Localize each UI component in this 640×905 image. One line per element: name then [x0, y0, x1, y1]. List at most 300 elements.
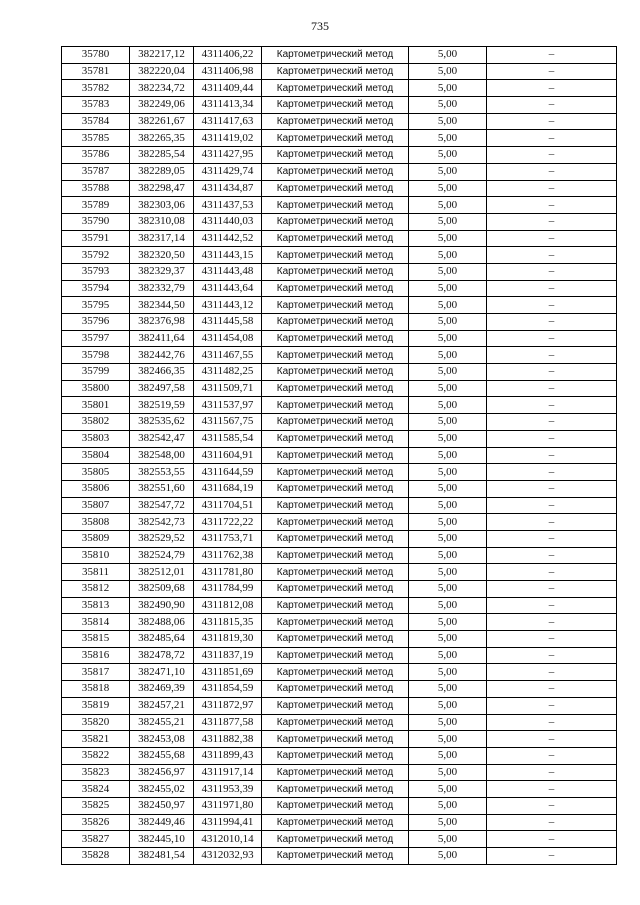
method-cell: Картометрический метод — [262, 247, 409, 264]
x-coordinate-cell: 382320,50 — [130, 247, 194, 264]
y-coordinate-cell: 4311413,34 — [194, 97, 262, 114]
y-coordinate-cell: 4311467,55 — [194, 347, 262, 364]
y-coordinate-cell: 4311604,91 — [194, 447, 262, 464]
x-coordinate-cell: 382411,64 — [130, 330, 194, 347]
note-cell: – — [487, 97, 617, 114]
method-cell: Картометрический метод — [262, 397, 409, 414]
x-coordinate-cell: 382332,79 — [130, 280, 194, 297]
point-number-cell: 35809 — [62, 530, 130, 547]
point-number-cell: 35814 — [62, 614, 130, 631]
method-cell: Картометрический метод — [262, 797, 409, 814]
error-cell: 5,00 — [409, 380, 487, 397]
x-coordinate-cell: 382509,68 — [130, 581, 194, 598]
error-cell: 5,00 — [409, 447, 487, 464]
method-cell: Картометрический метод — [262, 681, 409, 698]
table-row — [62, 180, 617, 197]
y-coordinate-cell: 4311644,59 — [194, 464, 262, 481]
note-cell: – — [487, 464, 617, 481]
method-cell: Картометрический метод — [262, 147, 409, 164]
y-coordinate-cell: 4311819,30 — [194, 631, 262, 648]
y-coordinate-cell: 4311443,15 — [194, 247, 262, 264]
x-coordinate-cell: 382485,64 — [130, 631, 194, 648]
error-cell: 5,00 — [409, 113, 487, 130]
y-coordinate-cell: 4311899,43 — [194, 747, 262, 764]
y-coordinate-cell: 4311443,64 — [194, 280, 262, 297]
point-number-cell: 35804 — [62, 447, 130, 464]
table-row — [62, 797, 617, 814]
y-coordinate-cell: 4311417,63 — [194, 113, 262, 130]
error-cell: 5,00 — [409, 330, 487, 347]
error-cell: 5,00 — [409, 197, 487, 214]
note-cell: – — [487, 581, 617, 598]
table-row — [62, 564, 617, 581]
point-number-cell: 35790 — [62, 213, 130, 230]
method-cell: Картометрический метод — [262, 430, 409, 447]
method-cell: Картометрический метод — [262, 697, 409, 714]
table-row — [62, 147, 617, 164]
point-number-cell: 35805 — [62, 464, 130, 481]
point-number-cell: 35810 — [62, 547, 130, 564]
y-coordinate-cell: 4311854,59 — [194, 681, 262, 698]
table-row — [62, 280, 617, 297]
note-cell: – — [487, 230, 617, 247]
table-row — [62, 480, 617, 497]
table-row — [62, 547, 617, 564]
y-coordinate-cell: 4311971,80 — [194, 797, 262, 814]
note-cell: – — [487, 614, 617, 631]
x-coordinate-cell: 382234,72 — [130, 80, 194, 97]
x-coordinate-cell: 382376,98 — [130, 314, 194, 331]
table-row — [62, 781, 617, 798]
error-cell: 5,00 — [409, 681, 487, 698]
x-coordinate-cell: 382548,00 — [130, 447, 194, 464]
error-cell: 5,00 — [409, 697, 487, 714]
x-coordinate-cell: 382519,59 — [130, 397, 194, 414]
y-coordinate-cell: 4311427,95 — [194, 147, 262, 164]
y-coordinate-cell: 4311445,58 — [194, 314, 262, 331]
table-row — [62, 314, 617, 331]
method-cell: Картометрический метод — [262, 631, 409, 648]
note-cell: – — [487, 147, 617, 164]
x-coordinate-cell: 382453,08 — [130, 731, 194, 748]
table-row — [62, 197, 617, 214]
method-cell: Картометрический метод — [262, 113, 409, 130]
y-coordinate-cell: 4311851,69 — [194, 664, 262, 681]
y-coordinate-cell: 4312010,14 — [194, 831, 262, 848]
note-cell: – — [487, 831, 617, 848]
table-row — [62, 831, 617, 848]
table-row — [62, 747, 617, 764]
table-row — [62, 380, 617, 397]
method-cell: Картометрический метод — [262, 280, 409, 297]
y-coordinate-cell: 4311953,39 — [194, 781, 262, 798]
note-cell: – — [487, 714, 617, 731]
error-cell: 5,00 — [409, 631, 487, 648]
note-cell: – — [487, 731, 617, 748]
method-cell: Картометрический метод — [262, 547, 409, 564]
error-cell: 5,00 — [409, 614, 487, 631]
note-cell: – — [487, 430, 617, 447]
method-cell: Картометрический метод — [262, 97, 409, 114]
table-row — [62, 614, 617, 631]
error-cell: 5,00 — [409, 464, 487, 481]
note-cell: – — [487, 347, 617, 364]
x-coordinate-cell: 382344,50 — [130, 297, 194, 314]
point-number-cell: 35807 — [62, 497, 130, 514]
x-coordinate-cell: 382481,54 — [130, 848, 194, 865]
error-cell: 5,00 — [409, 230, 487, 247]
x-coordinate-cell: 382317,14 — [130, 230, 194, 247]
point-number-cell: 35783 — [62, 97, 130, 114]
x-coordinate-cell: 382285,54 — [130, 147, 194, 164]
note-cell: – — [487, 113, 617, 130]
x-coordinate-cell: 382220,04 — [130, 63, 194, 80]
table-row — [62, 814, 617, 831]
x-coordinate-cell: 382449,46 — [130, 814, 194, 831]
table-row — [62, 731, 617, 748]
x-coordinate-cell: 382249,06 — [130, 97, 194, 114]
x-coordinate-cell: 382466,35 — [130, 364, 194, 381]
table-row — [62, 597, 617, 614]
error-cell: 5,00 — [409, 364, 487, 381]
error-cell: 5,00 — [409, 530, 487, 547]
table-row — [62, 113, 617, 130]
note-cell: – — [487, 180, 617, 197]
note-cell: – — [487, 797, 617, 814]
error-cell: 5,00 — [409, 497, 487, 514]
error-cell: 5,00 — [409, 247, 487, 264]
point-number-cell: 35816 — [62, 647, 130, 664]
method-cell: Картометрический метод — [262, 614, 409, 631]
note-cell: – — [487, 764, 617, 781]
x-coordinate-cell: 382455,02 — [130, 781, 194, 798]
error-cell: 5,00 — [409, 831, 487, 848]
x-coordinate-cell: 382542,47 — [130, 430, 194, 447]
method-cell: Картометрический метод — [262, 263, 409, 280]
error-cell: 5,00 — [409, 647, 487, 664]
point-number-cell: 35800 — [62, 380, 130, 397]
table-row — [62, 47, 617, 64]
error-cell: 5,00 — [409, 397, 487, 414]
y-coordinate-cell: 4311419,02 — [194, 130, 262, 147]
point-number-cell: 35785 — [62, 130, 130, 147]
error-cell: 5,00 — [409, 47, 487, 64]
error-cell: 5,00 — [409, 714, 487, 731]
y-coordinate-cell: 4311482,25 — [194, 364, 262, 381]
x-coordinate-cell: 382542,73 — [130, 514, 194, 531]
table-row — [62, 130, 617, 147]
table-row — [62, 330, 617, 347]
point-number-cell: 35823 — [62, 764, 130, 781]
x-coordinate-cell: 382497,58 — [130, 380, 194, 397]
y-coordinate-cell: 4311437,53 — [194, 197, 262, 214]
note-cell: – — [487, 597, 617, 614]
point-number-cell: 35789 — [62, 197, 130, 214]
note-cell: – — [487, 681, 617, 698]
method-cell: Картометрический метод — [262, 364, 409, 381]
method-cell: Картометрический метод — [262, 330, 409, 347]
y-coordinate-cell: 4311406,22 — [194, 47, 262, 64]
point-number-cell: 35819 — [62, 697, 130, 714]
point-number-cell: 35787 — [62, 163, 130, 180]
note-cell: – — [487, 280, 617, 297]
method-cell: Картометрический метод — [262, 314, 409, 331]
table-row — [62, 581, 617, 598]
table-row — [62, 447, 617, 464]
point-number-cell: 35782 — [62, 80, 130, 97]
note-cell: – — [487, 163, 617, 180]
error-cell: 5,00 — [409, 480, 487, 497]
error-cell: 5,00 — [409, 63, 487, 80]
note-cell: – — [487, 664, 617, 681]
error-cell: 5,00 — [409, 430, 487, 447]
method-cell: Картометрический метод — [262, 781, 409, 798]
note-cell: – — [487, 263, 617, 280]
method-cell: Картометрический метод — [262, 831, 409, 848]
error-cell: 5,00 — [409, 263, 487, 280]
method-cell: Картометрический метод — [262, 47, 409, 64]
table-row — [62, 631, 617, 648]
x-coordinate-cell: 382455,68 — [130, 747, 194, 764]
point-number-cell: 35825 — [62, 797, 130, 814]
error-cell: 5,00 — [409, 297, 487, 314]
note-cell: – — [487, 647, 617, 664]
x-coordinate-cell: 382535,62 — [130, 414, 194, 431]
error-cell: 5,00 — [409, 147, 487, 164]
y-coordinate-cell: 4311406,98 — [194, 63, 262, 80]
table-row — [62, 63, 617, 80]
point-number-cell: 35820 — [62, 714, 130, 731]
error-cell: 5,00 — [409, 514, 487, 531]
point-number-cell: 35796 — [62, 314, 130, 331]
method-cell: Картометрический метод — [262, 163, 409, 180]
x-coordinate-cell: 382298,47 — [130, 180, 194, 197]
error-cell: 5,00 — [409, 731, 487, 748]
table-row — [62, 664, 617, 681]
table-row — [62, 230, 617, 247]
y-coordinate-cell: 4311781,80 — [194, 564, 262, 581]
table-row — [62, 681, 617, 698]
x-coordinate-cell: 382478,72 — [130, 647, 194, 664]
method-cell: Картометрический метод — [262, 514, 409, 531]
method-cell: Картометрический метод — [262, 297, 409, 314]
y-coordinate-cell: 4311994,41 — [194, 814, 262, 831]
table-row — [62, 297, 617, 314]
x-coordinate-cell: 382512,01 — [130, 564, 194, 581]
y-coordinate-cell: 4311434,87 — [194, 180, 262, 197]
x-coordinate-cell: 382442,76 — [130, 347, 194, 364]
x-coordinate-cell: 382529,52 — [130, 530, 194, 547]
note-cell: – — [487, 247, 617, 264]
y-coordinate-cell: 4311872,97 — [194, 697, 262, 714]
method-cell: Картометрический метод — [262, 180, 409, 197]
table-row — [62, 97, 617, 114]
method-cell: Картометрический метод — [262, 414, 409, 431]
point-number-cell: 35811 — [62, 564, 130, 581]
y-coordinate-cell: 4311812,08 — [194, 597, 262, 614]
error-cell: 5,00 — [409, 664, 487, 681]
note-cell: – — [487, 530, 617, 547]
x-coordinate-cell: 382445,10 — [130, 831, 194, 848]
x-coordinate-cell: 382329,37 — [130, 263, 194, 280]
note-cell: – — [487, 564, 617, 581]
point-number-cell: 35798 — [62, 347, 130, 364]
method-cell: Картометрический метод — [262, 130, 409, 147]
method-cell: Картометрический метод — [262, 497, 409, 514]
table-row — [62, 213, 617, 230]
point-number-cell: 35828 — [62, 848, 130, 865]
x-coordinate-cell: 382217,12 — [130, 47, 194, 64]
point-number-cell: 35827 — [62, 831, 130, 848]
table-row — [62, 80, 617, 97]
method-cell: Картометрический метод — [262, 213, 409, 230]
x-coordinate-cell: 382450,97 — [130, 797, 194, 814]
y-coordinate-cell: 4311509,71 — [194, 380, 262, 397]
y-coordinate-cell: 4311440,03 — [194, 213, 262, 230]
note-cell: – — [487, 397, 617, 414]
x-coordinate-cell: 382457,21 — [130, 697, 194, 714]
error-cell: 5,00 — [409, 764, 487, 781]
table-row — [62, 714, 617, 731]
point-number-cell: 35812 — [62, 581, 130, 598]
method-cell: Картометрический метод — [262, 347, 409, 364]
error-cell: 5,00 — [409, 130, 487, 147]
point-number-cell: 35786 — [62, 147, 130, 164]
y-coordinate-cell: 4311815,35 — [194, 614, 262, 631]
table-row — [62, 848, 617, 865]
method-cell: Картометрический метод — [262, 80, 409, 97]
y-coordinate-cell: 4311753,71 — [194, 530, 262, 547]
y-coordinate-cell: 4311454,08 — [194, 330, 262, 347]
y-coordinate-cell: 4311443,48 — [194, 263, 262, 280]
note-cell: – — [487, 814, 617, 831]
note-cell: – — [487, 781, 617, 798]
note-cell: – — [487, 47, 617, 64]
error-cell: 5,00 — [409, 180, 487, 197]
error-cell: 5,00 — [409, 597, 487, 614]
note-cell: – — [487, 480, 617, 497]
error-cell: 5,00 — [409, 347, 487, 364]
method-cell: Картометрический метод — [262, 848, 409, 865]
point-number-cell: 35818 — [62, 681, 130, 698]
note-cell: – — [487, 213, 617, 230]
method-cell: Картометрический метод — [262, 447, 409, 464]
point-number-cell: 35797 — [62, 330, 130, 347]
point-number-cell: 35791 — [62, 230, 130, 247]
method-cell: Картометрический метод — [262, 764, 409, 781]
x-coordinate-cell: 382289,05 — [130, 163, 194, 180]
point-number-cell: 35792 — [62, 247, 130, 264]
error-cell: 5,00 — [409, 163, 487, 180]
error-cell: 5,00 — [409, 781, 487, 798]
table-row — [62, 764, 617, 781]
y-coordinate-cell: 4311537,97 — [194, 397, 262, 414]
table-row — [62, 464, 617, 481]
point-number-cell: 35801 — [62, 397, 130, 414]
y-coordinate-cell: 4311722,22 — [194, 514, 262, 531]
x-coordinate-cell: 382490,90 — [130, 597, 194, 614]
page-number: 735 — [311, 19, 329, 33]
point-number-cell: 35808 — [62, 514, 130, 531]
method-cell: Картометрический метод — [262, 714, 409, 731]
error-cell: 5,00 — [409, 848, 487, 865]
point-number-cell: 35794 — [62, 280, 130, 297]
note-cell: – — [487, 364, 617, 381]
error-cell: 5,00 — [409, 97, 487, 114]
y-coordinate-cell: 4311585,54 — [194, 430, 262, 447]
x-coordinate-cell: 382551,60 — [130, 480, 194, 497]
x-coordinate-cell: 382310,08 — [130, 213, 194, 230]
table-row — [62, 263, 617, 280]
method-cell: Картометрический метод — [262, 814, 409, 831]
note-cell: – — [487, 514, 617, 531]
error-cell: 5,00 — [409, 547, 487, 564]
point-number-cell: 35815 — [62, 631, 130, 648]
y-coordinate-cell: 4311567,75 — [194, 414, 262, 431]
error-cell: 5,00 — [409, 797, 487, 814]
method-cell: Картометрический метод — [262, 564, 409, 581]
table-row — [62, 247, 617, 264]
y-coordinate-cell: 4311429,74 — [194, 163, 262, 180]
point-number-cell: 35784 — [62, 113, 130, 130]
method-cell: Картометрический метод — [262, 664, 409, 681]
note-cell: – — [487, 631, 617, 648]
x-coordinate-cell: 382456,97 — [130, 764, 194, 781]
y-coordinate-cell: 4311837,19 — [194, 647, 262, 664]
x-coordinate-cell: 382303,06 — [130, 197, 194, 214]
table-row — [62, 347, 617, 364]
x-coordinate-cell: 382261,67 — [130, 113, 194, 130]
method-cell: Картометрический метод — [262, 230, 409, 247]
y-coordinate-cell: 4311762,38 — [194, 547, 262, 564]
y-coordinate-cell: 4311784,99 — [194, 581, 262, 598]
table-row — [62, 397, 617, 414]
x-coordinate-cell: 382547,72 — [130, 497, 194, 514]
method-cell: Картометрический метод — [262, 581, 409, 598]
y-coordinate-cell: 4311442,52 — [194, 230, 262, 247]
error-cell: 5,00 — [409, 581, 487, 598]
point-number-cell: 35806 — [62, 480, 130, 497]
method-cell: Картометрический метод — [262, 731, 409, 748]
point-number-cell: 35813 — [62, 597, 130, 614]
method-cell: Картометрический метод — [262, 747, 409, 764]
point-number-cell: 35799 — [62, 364, 130, 381]
x-coordinate-cell: 382553,55 — [130, 464, 194, 481]
method-cell: Картометрический метод — [262, 197, 409, 214]
note-cell: – — [487, 547, 617, 564]
y-coordinate-cell: 4311409,44 — [194, 80, 262, 97]
method-cell: Картометрический метод — [262, 63, 409, 80]
point-number-cell: 35821 — [62, 731, 130, 748]
point-number-cell: 35826 — [62, 814, 130, 831]
error-cell: 5,00 — [409, 314, 487, 331]
point-number-cell: 35788 — [62, 180, 130, 197]
note-cell: – — [487, 697, 617, 714]
note-cell: – — [487, 297, 617, 314]
y-coordinate-cell: 4312032,93 — [194, 848, 262, 865]
x-coordinate-cell: 382265,35 — [130, 130, 194, 147]
method-cell: Картометрический метод — [262, 647, 409, 664]
point-number-cell: 35803 — [62, 430, 130, 447]
table-row — [62, 364, 617, 381]
table-row — [62, 163, 617, 180]
table-row — [62, 414, 617, 431]
note-cell: – — [487, 197, 617, 214]
error-cell: 5,00 — [409, 280, 487, 297]
note-cell: – — [487, 130, 617, 147]
method-cell: Картометрический метод — [262, 480, 409, 497]
note-cell: – — [487, 747, 617, 764]
